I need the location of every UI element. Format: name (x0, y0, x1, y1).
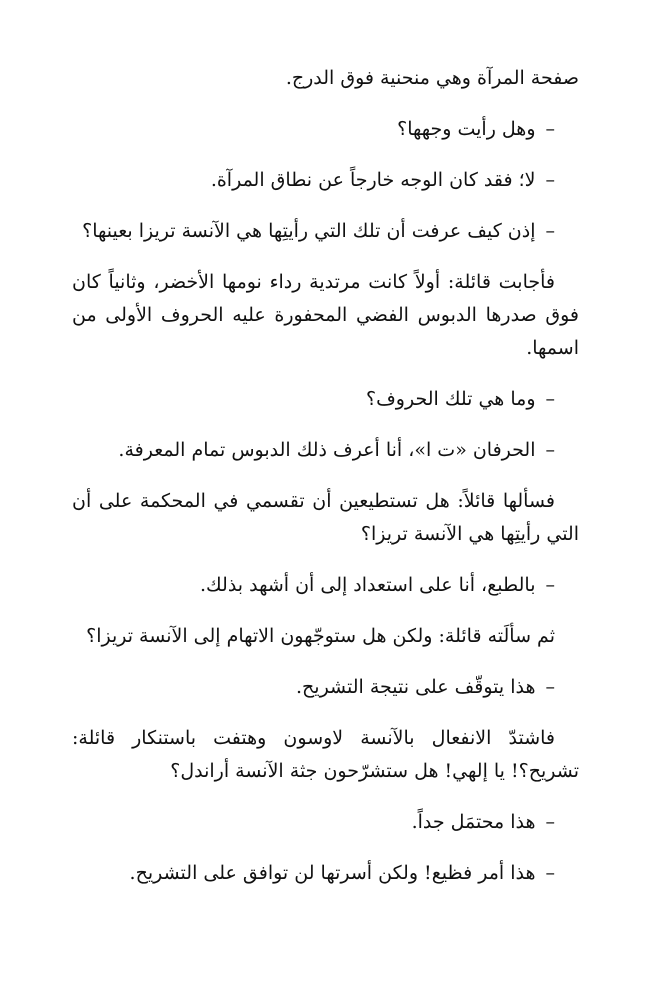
dialogue-line (72, 215, 579, 248)
dialogue-dash: – (545, 439, 555, 461)
paragraph-text: فاشتدّ الانفعال بالآنسة لاوسون وهتفت باستنكار قائلة: تشريح؟! يا إلهي! هل ستشرّحون جثة الآنسة أراندل؟ (72, 727, 579, 782)
dialogue-text: هذا أمر فظيع! ولكن أسرتها لن توافق على التشريح. (129, 862, 536, 884)
paragraph-text: صفحة المرآة وهي منحنية فوق الدرج. (285, 67, 579, 89)
dialogue-text: الحرفان «ت ا»، أنا أعرف ذلك الدبوس تمام المعرفة. (118, 439, 536, 461)
dialogue-text: وهل رأيت وجهها؟ (397, 118, 536, 140)
dialogue-dash: – (545, 676, 555, 698)
dialogue-dash: – (545, 574, 555, 596)
dialogue-dash: – (545, 388, 555, 410)
narrative-paragraph (72, 722, 579, 788)
dialogue-text: إذن كيف عرفت أن تلك التي رأيتِها هي الآنسة تريزا بعينها؟ (82, 220, 536, 242)
dialogue-line (72, 434, 579, 467)
dialogue-line (72, 164, 579, 197)
narrative-paragraph (72, 485, 579, 551)
dialogue-dash: – (545, 862, 555, 884)
dialogue-text: وما هي تلك الحروف؟ (366, 388, 536, 410)
dialogue-dash: – (545, 220, 555, 242)
dialogue-text: هذا محتمَل جداً. (411, 811, 536, 833)
dialogue-line (72, 383, 579, 416)
paragraph-text: فأجابت قائلة: أولاً كانت مرتدية رداء نومها الأخضر، وثانياً كان فوق صدرها الدبوس الفضي المحفورة عليه الحروف الأولى من اسمها. (72, 271, 579, 359)
dialogue-dash: – (545, 811, 555, 833)
paragraph-continuation (72, 62, 579, 95)
book-page (72, 62, 579, 908)
dialogue-line (72, 113, 579, 146)
paragraph-text: ثم سألَته قائلة: ولكن هل ستوجّهون الاتهام إلى الآنسة تريزا؟ (86, 625, 555, 647)
dialogue-line (72, 806, 579, 839)
dialogue-line (72, 569, 579, 602)
dialogue-line (72, 671, 579, 704)
dialogue-text: هذا يتوقّف على نتيجة التشريح. (295, 676, 536, 698)
dialogue-text: لا؛ فقد كان الوجه خارجاً عن نطاق المرآة. (210, 169, 536, 191)
dialogue-dash: – (545, 169, 555, 191)
dialogue-text: بالطبع، أنا على استعداد إلى أن أشهد بذلك. (199, 574, 536, 596)
narrative-paragraph (72, 620, 579, 653)
dialogue-dash: – (545, 118, 555, 140)
paragraph-text: فسألها قائلاً: هل تستطيعين أن تقسمي في المحكمة على أن التي رأيتِها هي الآنسة تريزا؟ (72, 490, 579, 545)
dialogue-line (72, 857, 579, 890)
narrative-paragraph (72, 266, 579, 365)
